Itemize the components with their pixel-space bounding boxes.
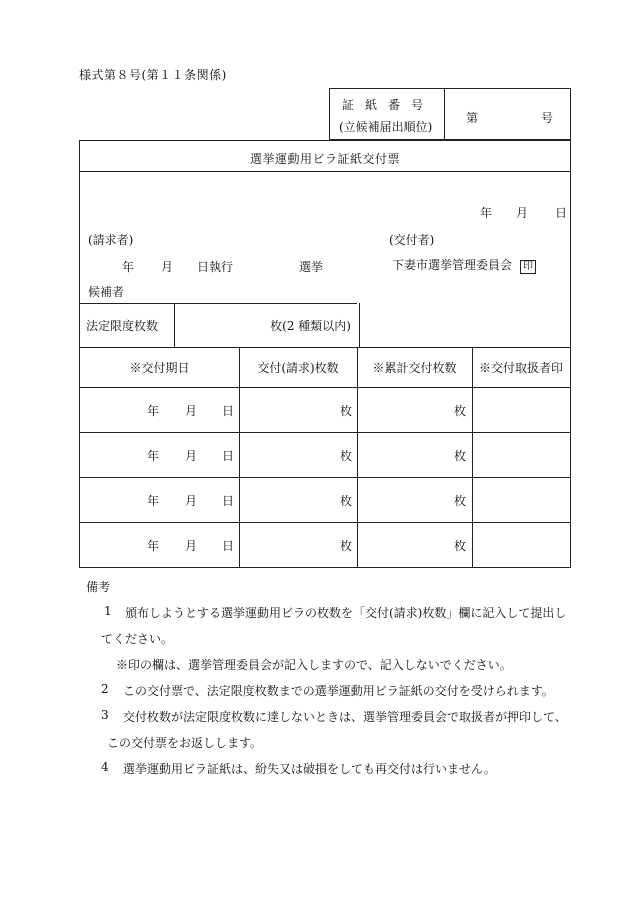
legal-limit-label: 法定限度枚数	[86, 318, 159, 333]
row2-year: 年	[147, 449, 160, 463]
row1-day: 日	[222, 404, 235, 418]
row3-year: 年	[147, 494, 160, 508]
form-title: 選挙運動用ビラ証紙交付票	[249, 152, 400, 166]
row2-month: 月	[185, 449, 198, 463]
row4-year: 年	[147, 539, 160, 553]
note1-number: 1	[104, 604, 112, 618]
note4-text: 選挙運動用ビラ証紙は、紛失又は破損をしても再交付は行いません。	[123, 762, 496, 776]
election-year: 年	[122, 260, 135, 274]
row4-count-unit: 枚	[340, 539, 353, 553]
cert-dai-text: 第	[466, 111, 479, 125]
candidate-label: 候補者	[88, 285, 125, 299]
issue-date-day: 日	[555, 206, 568, 220]
note3-text-a: 交付枚数が法定限度枚数に達しないときは、選挙管理委員会で取扱者が押印して、	[123, 710, 567, 724]
filing-order-label: (立候補届出順位)	[339, 120, 433, 134]
row1-total-unit: 枚	[454, 404, 467, 418]
form-number: 様式第８号(第１１条関係)	[79, 68, 227, 82]
row1-count-unit: 枚	[340, 404, 353, 418]
issue-date-year: 年	[480, 206, 493, 220]
election-month: 月	[161, 260, 174, 274]
row4-month: 月	[185, 539, 198, 553]
header-handler-seal: ※交付取扱者印	[478, 361, 563, 375]
note1-text-a: 頒布しようとする選挙運動用ビラの枚数を「交付(請求)枚数」欄に記入して提出し	[125, 606, 567, 620]
issuer-label: (交付者)	[389, 233, 435, 247]
legal-limit-value: 枚(2 種類以内)	[270, 318, 351, 333]
note1-text-b: てください。	[101, 632, 174, 646]
cert-number-box	[329, 88, 571, 140]
seal-mark: 印	[520, 260, 536, 274]
header-issued-count: 交付(請求)枚数	[257, 361, 339, 375]
note2-text: この交付票で、法定限度枚数までの選挙運動用ビラ証紙の交付を受けられます。	[123, 684, 554, 698]
row4-day: 日	[222, 539, 235, 553]
requester-label: (請求者)	[88, 233, 134, 247]
election-day-executed: 日執行	[197, 260, 234, 274]
row2-total-unit: 枚	[454, 449, 467, 463]
row1-year: 年	[147, 404, 160, 418]
header-issue-date: ※交付期日	[129, 361, 190, 375]
row2-day: 日	[222, 449, 235, 463]
issuer-name: 下妻市選挙管理委員会	[392, 258, 513, 272]
election-label: 選挙	[299, 260, 324, 274]
row3-count-unit: 枚	[340, 494, 353, 508]
note3-number: 3	[101, 708, 109, 722]
row1-month: 月	[185, 404, 198, 418]
note2-number: 2	[101, 682, 109, 696]
row3-month: 月	[185, 494, 198, 508]
header-cumulative-count: ※累計交付枚数	[372, 361, 457, 375]
issuance-form-frame	[79, 140, 571, 568]
row2-count-unit: 枚	[340, 449, 353, 463]
note4-number: 4	[101, 760, 109, 774]
row4-total-unit: 枚	[454, 539, 467, 553]
cert-number-label: 証紙番号	[342, 98, 435, 112]
note3-text-b: この交付票をお返しします。	[107, 736, 263, 750]
issuer-name-line	[392, 256, 536, 274]
issue-date-month: 月	[516, 206, 529, 220]
note1-text-c: ※印の欄は、選挙管理委員会が記入しますので、記入しないでください。	[116, 658, 512, 672]
row3-total-unit: 枚	[454, 494, 467, 508]
cert-go-text: 号	[541, 111, 554, 125]
row3-day: 日	[222, 494, 235, 508]
notes-heading: 備考	[86, 580, 111, 594]
